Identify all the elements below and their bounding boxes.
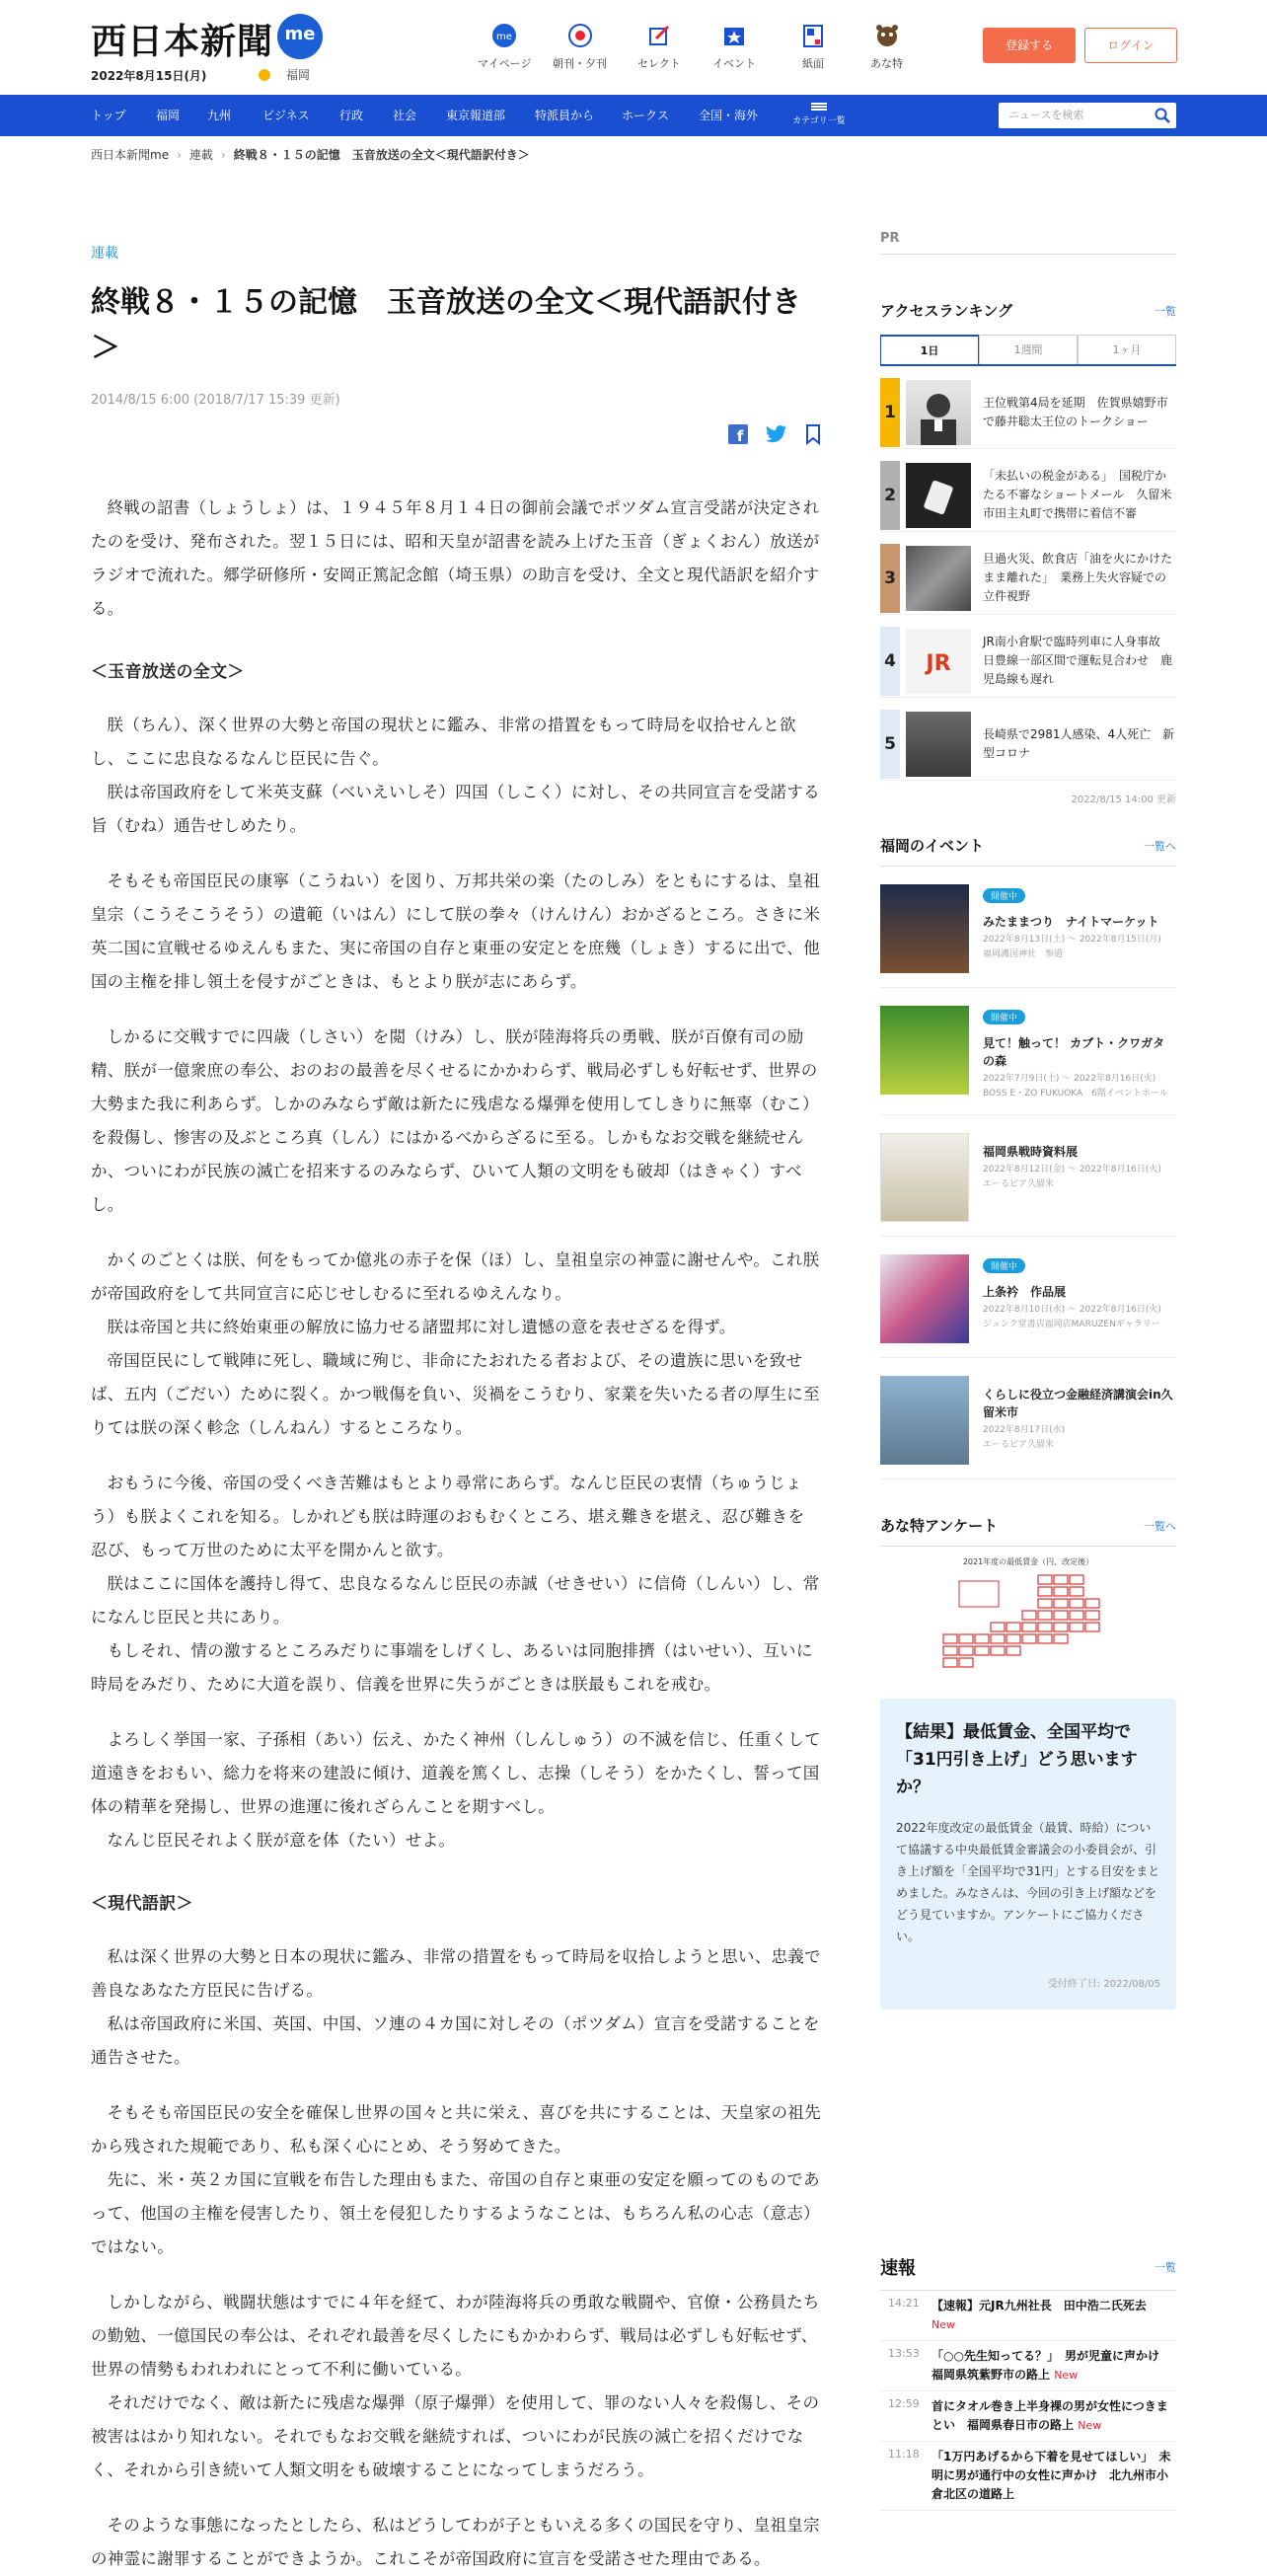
news-item[interactable] — [880, 2291, 1176, 2341]
news-time: 13:53 — [888, 2347, 920, 2360]
ranking-text: 長崎県で2981人感染、4人死亡 新型コロナ — [983, 726, 1175, 760]
chevron-right-icon: › — [177, 148, 182, 162]
article-date: 2014/8/15 6:00 (2018/7/17 15:39 更新) — [91, 393, 340, 408]
event-status-badge: 開催中 — [983, 888, 1025, 903]
ranking-text: 「未払いの税金がある」 国税庁かたる不審なショートメール 久留米市田主丸町で携帯に着信不審 — [983, 469, 1172, 520]
new-badge: New — [1054, 2369, 1079, 2382]
event-status-badge: 開催中 — [983, 1258, 1025, 1273]
ranking-thumbnail — [906, 546, 971, 611]
nav-mypage[interactable] — [478, 22, 532, 71]
ranking-updated: 2022/8/15 14:00 更新 — [1071, 795, 1176, 805]
event-place: エーるピア久留米 — [983, 1179, 1055, 1189]
ranking-thumbnail — [906, 380, 971, 445]
japan-map-graphic — [930, 1571, 1127, 1680]
svg-text:me: me — [496, 32, 513, 42]
nav-paper[interactable] — [799, 22, 827, 71]
category-label: カテゴリ一覧 — [792, 116, 846, 126]
sidebar — [880, 231, 1176, 2511]
pr-label: PR — [880, 231, 1176, 255]
news-time: 11:18 — [888, 2448, 920, 2461]
event-place: BOSS E・ZO FUKUOKA 6階イベントホール — [983, 1089, 1168, 1099]
paragraph: しかるに交戦すでに四歳（しさい）を閲（けみ）し、朕が陸海将兵の勇戦、朕が百僚有司の励精、朕が一億衆庶の奉公、おのおの最善を尽くせるにかかわらず、戦局必ずしも好転せず、世界の大勢また我に利あらず。しかのみならず敵は新たに残虐なる爆弾を使用してしきりに無辜（むこ）を殺傷し、惨害の及ぶところ真（しん）にはかるべからざるに至る。しかもなお交戦を継続せんか、ついにわが民族の滅亡を招来するのみならず、ひいて人類の文明をも破却（はきゃく）すべし。 — [91, 1027, 819, 1214]
survey-description: 2022年度改定の最低賃金（最賃、時給）について協議する中央最低賃金審議会の小委員会が、引き上げ額を「全国平均で31円」とする目安をまとめました。みなさんは、今回の引き上げ額などをどう見ていますか。アンケートにご協力ください。 — [896, 1821, 1160, 1943]
event-date: 2022年8月17日(水) — [983, 1425, 1066, 1435]
breadcrumb-current: 終戦８・１５の記憶 玉音放送の全文＜現代語訳付き＞ — [233, 148, 530, 162]
news-text: 「○○先生知ってる？」 男が児童に声かけ 福岡県筑紫野市の路上 — [932, 2349, 1171, 2382]
bookmark-icon[interactable] — [805, 424, 821, 444]
event-thumbnail — [880, 884, 969, 973]
event-status-badge: 開催中 — [983, 1010, 1025, 1024]
paragraph: かくのごとくは朕、何をもってか億兆の赤子を保（ほ）し、皇祖皇宗の神霊に謝せんや。これ朕が帝国政府をして共同宣言に応じせしむるに至れるゆえんなり。 — [91, 1250, 820, 1303]
ranking-thumbnail — [906, 712, 971, 777]
event-date: 2022年7月9日(土) ～ 2022年8月16日(火) — [983, 1074, 1156, 1084]
article-genre[interactable]: 連載 — [91, 246, 118, 262]
paragraph: なんじ臣民それよく朕が意を体（たい）せよ。 — [107, 1831, 456, 1850]
rank-number: 5 — [880, 710, 900, 779]
ranking-text: 旦過火災、飲食店「油を火にかけたまま離れた」 業務上失火容疑での立件視野 — [983, 552, 1173, 603]
event-place: ジュンク堂書店福岡店MARUZENギャラリー — [983, 1320, 1160, 1329]
events-more-link[interactable]: 一覧へ — [1144, 839, 1176, 853]
section-heading-full-text: ＜玉音放送の全文＞ — [91, 662, 245, 682]
share-buttons — [728, 424, 821, 444]
breadcrumb-genre[interactable]: 連載 — [188, 148, 213, 162]
select-icon — [645, 22, 673, 49]
nav-label: セレクト — [637, 57, 681, 70]
header-date: 2022年8月15日(月) — [91, 69, 207, 83]
weather-widget[interactable] — [259, 66, 310, 83]
ranking-text: 王位戦第4局を延期 佐賀県嬉野市で藤井聡太王位のトークショー — [983, 395, 1168, 428]
news-more-link[interactable]: 一覧 — [1155, 2261, 1176, 2274]
paragraph: 私は帝国政府に米国、英国、中国、ソ連の４カ国に対しその（ポツダム）宣言を受諾することを通告させた。 — [91, 2014, 820, 2067]
search-icon[interactable] — [1155, 108, 1170, 123]
ranking-more-link[interactable]: 一覧 — [1155, 304, 1176, 318]
survey-more-link[interactable]: 一覧へ — [1144, 1519, 1176, 1533]
section-heading-modern: ＜現代語訳＞ — [91, 1894, 193, 1914]
event-thumbnail — [880, 1254, 969, 1343]
ranking-thumbnail — [906, 463, 971, 528]
article — [91, 243, 821, 2568]
news-item[interactable] — [880, 2391, 1176, 2442]
news-time: 12:59 — [888, 2397, 920, 2410]
nav-label: イベント — [712, 57, 756, 70]
event-date: 2022年8月12日(金) ～ 2022年8月16日(火) — [983, 1165, 1161, 1174]
lead-paragraph: 終戦の詔書（しょうしょ）は、１９４５年８月１４日の御前会議でポツダム宣言受諾が決定されたのを受け、発布された。翌１５日には、昭和天皇が詔書を読み上げた玉音（ぎょくおん）放送がラジオで流れた。郷学研修所・安岡正篤記念館（埼玉県）の助言を受け、全文と現代語訳を紹介する。 — [91, 498, 820, 618]
tab-1month[interactable]: 1ヶ月 — [1078, 335, 1176, 364]
paragraph: もしそれ、情の激するところみだりに事端をしげくし、あるいは同胞排擠（はいせい）、互いに時局をみだり、ために大道を誤り、信義を世界に失うがごときは朕最もこれを戒む。 — [91, 1641, 813, 1694]
new-badge: New — [1078, 2419, 1102, 2432]
event-title: くらしに役立つ金融経済講演会in久留米市 — [983, 1388, 1173, 1419]
gnav-item[interactable]: 特派員から — [535, 109, 595, 122]
tab-1week[interactable]: 1週間 — [979, 335, 1078, 364]
paragraph: それだけでなく、敵は新たに残虐な爆弾（原子爆弾）を使用して、罪のない人々を殺傷し、その被害ははかり知れない。それでもなお交戦を継続すれば、ついにわが民族の滅亡を招くだけでなく、それから引き続いて人類文明をも破壊することになってしまうだろう。 — [91, 2393, 820, 2479]
survey-card[interactable] — [880, 1699, 1176, 2009]
gnav-item[interactable]: ホークス — [622, 109, 669, 122]
mypage-icon — [490, 22, 518, 49]
nav-label: 朝刊・夕刊 — [553, 57, 607, 70]
search-placeholder: ニュースを検索 — [1008, 109, 1084, 121]
news-item[interactable] — [880, 2442, 1176, 2511]
nav-event[interactable] — [712, 22, 756, 71]
rank-number: 1 — [880, 378, 900, 447]
paragraph: おもうに今後、帝国の受くべき苦難はもとより尋常にあらず。なんじ臣民の衷情（ちゅうじょう）も朕よくこれを知る。しかれども朕は時運のおもむくところ、堪え難きを堪え、忍び難きを忍び、もって万世のために太平を開かんと欲す。 — [91, 1474, 805, 1559]
news-text: 【速報】元JR九州社長 田中浩二氏死去 — [932, 2299, 1147, 2312]
events-title: 福岡のイベント — [880, 837, 985, 855]
login-button[interactable]: ログイン — [1084, 28, 1177, 63]
twitter-icon[interactable] — [766, 424, 787, 444]
hamburger-icon — [811, 103, 827, 111]
event-title: 福岡県戦時資料展 — [983, 1145, 1079, 1159]
ranking-item[interactable] — [880, 459, 1176, 532]
news-title: 速報 — [880, 2258, 916, 2279]
gnav-item[interactable]: 九州 — [207, 109, 232, 122]
gnav-item[interactable]: 東京報道部 — [446, 109, 506, 122]
survey-headline: 【結果】最低賃金、全国平均で「31円引き上げ」どう思いますか？ — [896, 1722, 1138, 1797]
paragraph: しかしながら、戦闘状態はすでに４年を経て、わが陸海将兵の勇敢な戦闘や、官僚・公務員たちの勤勉、一億国民の奉公は、それぞれ最善を尽くしたにもかかわらず、戦局は必ずしも好転せず、世界の情勢もわれわれにとって不利に働いている。 — [91, 2293, 820, 2379]
news-text: 「1万円あげるから下着を見せてほしい」 未明に男が通行中の女性に声かけ 北九州市小倉北区の道路上 — [932, 2450, 1171, 2501]
event-title: 上条衿 作品展 — [983, 1285, 1067, 1299]
paragraph: よろしく挙国一家、子孫相（あい）伝え、かたく神州（しんしゅう）の不滅を信じ、任重くして道遠きをおもい、総力を将来の建設に傾け、道義を篤くし、志操（しそう）をかたくし、誓って国体の精華を発揚し、世界の進運に後れざらんことを期すべし。 — [91, 1730, 821, 1816]
category-menu-button[interactable] — [789, 99, 849, 126]
svg-text:JR: JR — [926, 650, 951, 676]
ranking-text: JR南小倉駅で臨時列車に人身事故 日豊線一部区間で運転見合わせ 鹿児島線も遅れ — [983, 635, 1173, 686]
breadcrumb-home[interactable]: 西日本新聞me — [91, 148, 170, 162]
article-body — [91, 492, 821, 2576]
paragraph: 朕は帝国と共に終始東亜の解放に協力せる諸盟邦に対し遺憾の意を表せざるを得ず。 — [107, 1318, 736, 1336]
register-button[interactable]: 登録する — [983, 28, 1076, 63]
ranking-item[interactable] — [880, 708, 1176, 781]
event-item[interactable] — [880, 884, 1176, 988]
newspaper-icon — [566, 22, 594, 49]
nav-label: マイページ — [478, 57, 532, 70]
paragraph: そもそも帝国臣民の安全を確保し世界の国々と共に栄え、喜びを共にすることは、天皇家の祖先から残された規範であり、私も深く心にとめ、そう努めてきた。 — [91, 2103, 821, 2156]
paragraph: 帝国臣民にして戦陣に死し、職域に殉じ、非命にたおれたる者および、その遺族に思いを致せば、五内（ごだい）ために裂く。かつ戦傷を負い、災禍をこうむり、家業を失いたる者の厚生に至りては朕の深く軫念（しんねん）するところなり。 — [91, 1351, 820, 1437]
nav-anatoku[interactable] — [870, 22, 903, 71]
event-date: 2022年8月13日(土) ～ 2022年8月15日(月) — [983, 935, 1161, 945]
paragraph: 朕（ちん）、深く世界の大勢と帝国の現状とに鑑み、非常の措置をもって時局を収拾せんと欲し、ここに忠良なるなんじ臣民に告ぐ。 — [91, 716, 796, 768]
gnav-item[interactable]: ビジネス — [262, 109, 310, 122]
event-icon — [720, 22, 748, 49]
rank-number: 4 — [880, 627, 900, 696]
facebook-icon[interactable] — [728, 424, 748, 444]
gnav-item[interactable]: 行政 — [339, 109, 364, 122]
anatoku-icon — [873, 22, 901, 49]
survey-chart-title: 2021年度の最低賃金（円、改定後） — [962, 1557, 1094, 1566]
ranking-header — [880, 300, 1176, 321]
search-input[interactable] — [999, 103, 1176, 128]
ranking-item[interactable] — [880, 376, 1176, 449]
paragraph: 先に、米・英２カ国に宣戦を布告した理由もまた、帝国の自存と東亜の安定を願ってのものであって、他国の主権を侵害したり、領土を侵犯したりするようなことは、もちろん私の心志（意志）ではない。 — [91, 2170, 820, 2256]
nav-select[interactable] — [637, 22, 681, 71]
ranking-thumbnail — [906, 629, 971, 694]
chevron-right-icon: › — [220, 148, 226, 162]
nav-label: あな特 — [870, 57, 903, 70]
ranking-tabs — [880, 335, 1176, 366]
event-item[interactable] — [880, 1133, 1176, 1237]
ranking-title: アクセスランキング — [880, 302, 1013, 320]
svg-text:f: f — [736, 427, 744, 445]
paragraph: 朕は帝国政府をして米英支蘇（べいえいしそ）四国（しこく）に対し、その共同宣言を受諾する旨（むね）通告せしめたり。 — [91, 783, 820, 835]
paragraph: 私は深く世界の大勢と日本の現状に鑑み、非常の措置をもって時局を収拾しようと思い、忠義で善良なあなた方臣民に告げる。 — [91, 1947, 821, 2000]
event-title: 見て！触って！ カブト・クワガタの森 — [983, 1036, 1165, 1068]
new-badge: New — [932, 2318, 955, 2331]
event-thumbnail — [880, 1376, 969, 1465]
site-logo[interactable]: 西日本新聞 — [91, 21, 274, 62]
gnav-item[interactable]: 全国・海外 — [699, 109, 759, 122]
nav-label: 紙面 — [802, 57, 824, 70]
rank-number: 3 — [880, 544, 900, 613]
news-item[interactable] — [880, 2341, 1176, 2391]
article-title: 終戦８・１５の記憶 玉音放送の全文＜現代語訳付き＞ — [91, 285, 801, 365]
breadcrumb — [91, 146, 530, 163]
gnav-item[interactable]: トップ — [91, 109, 126, 122]
tab-1day[interactable]: 1日 — [880, 335, 979, 364]
nav-newspaper[interactable] — [553, 22, 607, 71]
gnav-item[interactable]: 社会 — [393, 109, 417, 122]
survey-section-title: あな特アンケート — [880, 1517, 999, 1535]
news-header — [880, 2254, 1176, 2291]
event-item[interactable] — [880, 1006, 1176, 1115]
rank-number: 2 — [880, 461, 900, 530]
paragraph: 朕はここに国体を護持し得て、忠良なるなんじ臣民の赤誠（せきせい）に信倚（しんい）し、常になんじ臣民と共にあり。 — [91, 1574, 820, 1627]
event-title: みたままつり ナイトマーケット — [983, 915, 1159, 929]
event-place: エーるピア久留米 — [983, 1440, 1055, 1450]
event-date: 2022年8月10日(水) ～ 2022年8月16日(火) — [983, 1305, 1161, 1315]
survey-image[interactable] — [880, 1556, 1176, 1685]
news-text: 首にタオル巻き上半身裸の男が女性につきまとい 福岡県春日市の路上 — [932, 2399, 1168, 2432]
sun-icon — [259, 69, 270, 81]
survey-end-date: 受付終了日: 2022/08/05 — [1047, 1979, 1160, 1990]
event-item[interactable] — [880, 1254, 1176, 1358]
event-thumbnail — [880, 1006, 969, 1095]
paragraph: そもそも帝国臣民の康寧（こうねい）を図り、万邦共栄の楽（たのしみ）をともにするは、皇祖皇宗（こうそこうそう）の遺範（いはん）にして朕の拳々（けんけん）おかざるところ。さきに米英二国に宣戦せるゆえんもまた、実に帝国の自存と東亜の安定とを庶幾（しょき）するに出で、他国の主権を排し領土を侵すがごときは、もとより朕が志にあらず。 — [91, 871, 821, 991]
event-thumbnail — [880, 1133, 969, 1222]
ranking-item[interactable] — [880, 542, 1176, 615]
gnav-item[interactable]: 福岡 — [156, 109, 181, 122]
site-header — [0, 0, 1267, 95]
news-time: 14:21 — [888, 2297, 920, 2310]
global-nav — [0, 95, 1267, 136]
survey-header — [880, 1515, 1176, 1547]
event-place: 福岡護国神社 参道 — [983, 949, 1064, 959]
weather-city: 福岡 — [286, 68, 311, 82]
paragraph: そのような事態になったとしたら、私はどうしてわが子ともいえる多くの国民を守り、皇祖皇宗の神霊に謝罪することができようか。これこそが帝国政府に宣言を受諾させた理由である。 — [91, 2516, 820, 2568]
ranking-item[interactable] — [880, 625, 1176, 698]
me-logo-badge[interactable]: me — [277, 14, 323, 59]
event-item[interactable] — [880, 1376, 1176, 1479]
paper-icon — [799, 22, 827, 49]
events-header — [880, 835, 1176, 867]
